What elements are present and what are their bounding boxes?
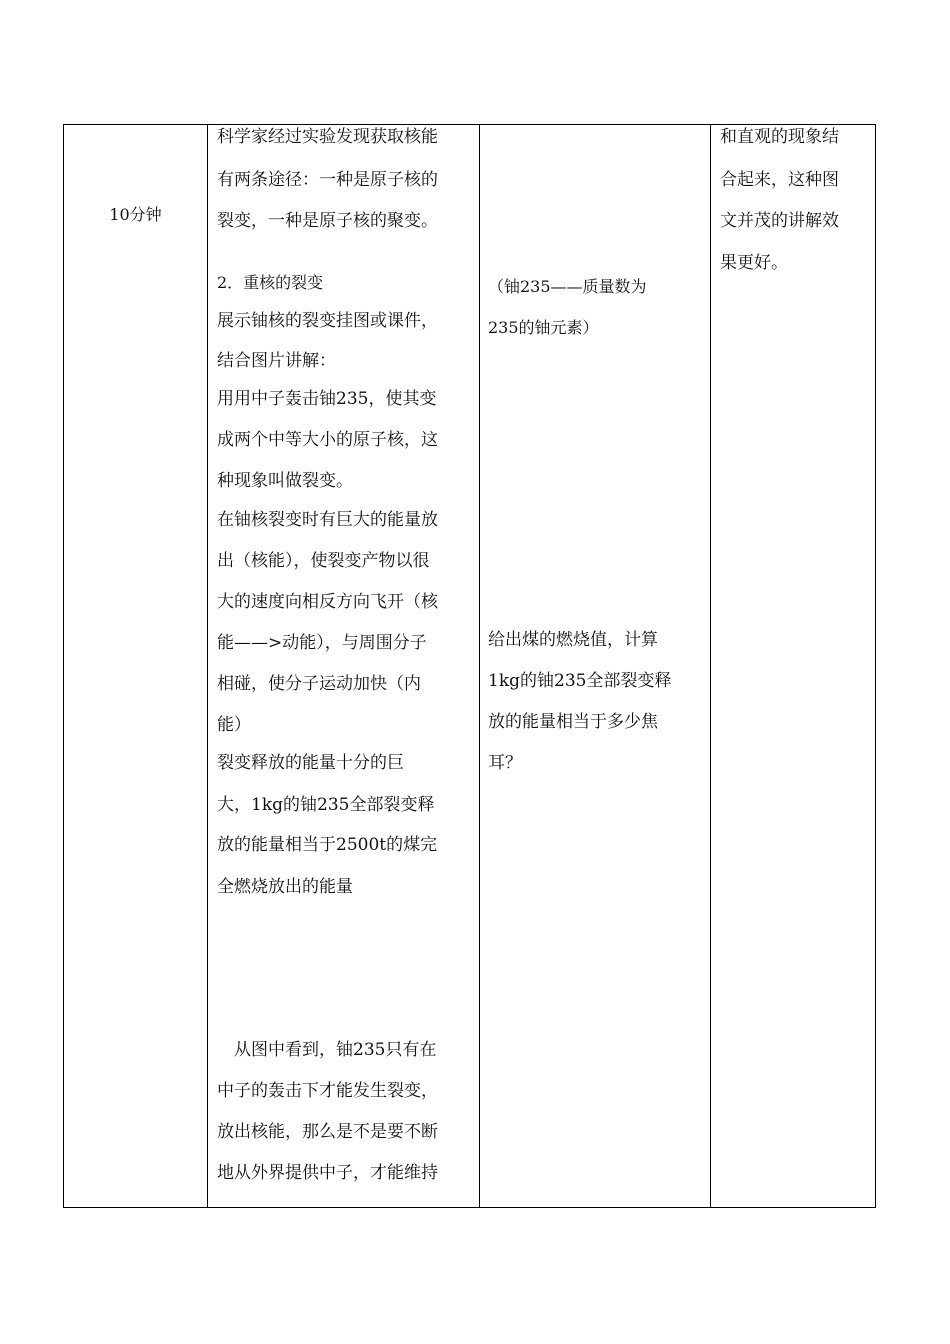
- lesson-table: [63, 124, 876, 1208]
- notes-line: 耳？: [488, 753, 522, 773]
- notes-line: 1kg的铀235全部裂变释: [488, 671, 672, 691]
- content-line: 成两个中等大小的原子核，这: [217, 430, 438, 450]
- time-label: 10分钟: [109, 205, 162, 224]
- content-line: 大的速度向相反方向飞开（核: [217, 592, 438, 612]
- notes-line: 给出煤的燃烧值，计算: [488, 630, 658, 650]
- content-line: 2．重核的裂变: [217, 273, 324, 292]
- content-line: 全燃烧放出的能量: [217, 877, 353, 897]
- content-line: 出（核能），使裂变产物以很: [217, 551, 430, 571]
- notes-line: （铀235——质量数为: [488, 277, 647, 296]
- content-line: 从图中看到，铀235只有在: [234, 1040, 437, 1060]
- notes-cell: [480, 125, 710, 1207]
- notes-line: 放的能量相当于多少焦: [488, 712, 658, 732]
- content-line: 有两条途径：一种是原子核的: [217, 170, 438, 190]
- content-line: 裂变，一种是原子核的聚变。: [217, 211, 438, 231]
- content-line: 能——>动能），与周围分子: [217, 633, 427, 653]
- comments-line: 果更好。: [720, 253, 788, 273]
- content-line: 科学家经过实验发现获取核能: [217, 127, 438, 147]
- content-line: 地从外界提供中子，才能维持: [217, 1163, 438, 1183]
- notes-line: 235的铀元素）: [488, 318, 599, 337]
- content-line: 用用中子轰击铀235，使其变: [217, 389, 437, 409]
- content-line: 相碰，使分子运动加快（内: [217, 674, 421, 694]
- content-line: 能）: [217, 715, 251, 735]
- content-line: 在铀核裂变时有巨大的能量放: [217, 510, 438, 530]
- content-cell: [208, 125, 479, 1207]
- comments-line: 文并茂的讲解效: [720, 211, 839, 231]
- comments-cell: [711, 125, 875, 1207]
- content-line: 结合图片讲解：: [217, 351, 336, 371]
- content-line: 大，1kg的铀235全部裂变释: [217, 795, 435, 815]
- content-line: 种现象叫做裂变。: [217, 471, 353, 491]
- content-line: 放出核能，那么是不是要不断: [217, 1122, 438, 1142]
- content-line: 中子的轰击下才能发生裂变，: [217, 1081, 438, 1101]
- comments-line: 和直观的现象结: [720, 127, 839, 147]
- content-line: 展示铀核的裂变挂图或课件，: [217, 311, 438, 331]
- content-line: 裂变释放的能量十分的巨: [217, 753, 404, 773]
- comments-line: 合起来，这种图: [720, 170, 839, 190]
- time-cell: [64, 125, 207, 1207]
- content-line: 放的能量相当于2500t的煤完: [217, 835, 438, 855]
